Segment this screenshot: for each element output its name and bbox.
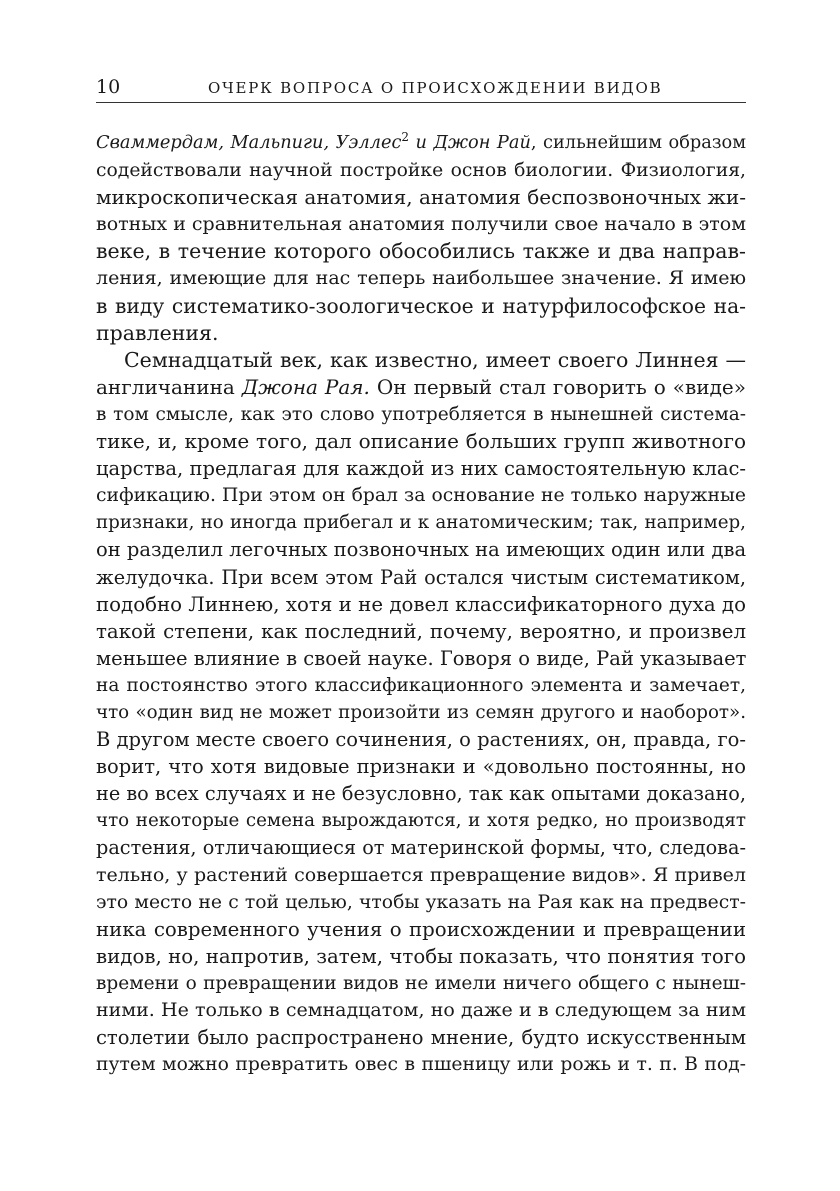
text-line: вотных и сравнительная анатомия получили свое начало в этом: [96, 213, 746, 236]
text-line: на постоянство этого классификационного элемента и замечает,: [96, 674, 746, 696]
text-line: ворит, что хотя видовые признаки и «довольно постоянны, но: [96, 755, 746, 779]
text-line: ника современного учения о происхождении и превращении: [96, 917, 746, 941]
text-line: В другом месте своего сочинения, о растениях, он, правда, го-: [96, 728, 746, 752]
text-line: микроскопическая анатомия, анатомия беспозвоночных жи-: [96, 185, 746, 210]
text-line: [96, 374, 746, 401]
text-line: это место не с той целью, чтобы указать на Рая как на предвест-: [96, 891, 746, 913]
text-line: ления, имеющие для нас теперь наибольшее значение. Я имею: [96, 267, 746, 290]
text-line: времени о превращении видов не имели ничего общего с нынеш-: [96, 972, 746, 994]
text-line: желудочка. При всем этом Рай остался чистым систематиком,: [96, 565, 746, 589]
footnote-marker: 2: [401, 130, 410, 144]
body-text: [96, 130, 746, 1078]
text-line: он разделил легочных позвоночных на имеющих один или два: [96, 538, 746, 562]
line-remainder: Он первый стал говорить о «виде»: [369, 374, 746, 399]
text-line: что некоторые семена вырождаются, и хотя редко, но производят: [96, 810, 746, 832]
text-line: путем можно превратить овес в пшеницу или рожь и т. п. В под-: [96, 1054, 746, 1076]
running-header: [96, 76, 746, 103]
text-line: не во всех случаях и не безусловно, так как опытами доказано,: [96, 782, 746, 806]
text-line: в том смысле, как это слово употребляется в нынешней система-: [96, 403, 746, 425]
text-line: столетии было распространено мнение, будто искусственным: [96, 1026, 746, 1050]
running-title: ОЧЕРК ВОПРОСА О ПРОИСХОЖДЕНИИ ВИДОВ: [208, 79, 663, 97]
text-line: видов, но, напротив, затем, чтобы показать, что понятия того: [96, 944, 746, 968]
text-line: сификацию. При этом он брал за основание не только наружные: [96, 485, 746, 507]
text-line: в виду систематико-зоологическое и натурфилософское на-: [96, 293, 746, 318]
text-line: растения, отличающиеся от материнской формы, что, следова-: [96, 836, 746, 860]
italic-conjunction: и: [409, 133, 434, 153]
italic-name: Джона Рая.: [241, 374, 370, 399]
text-line: ними. Не только в семнадцатом, но даже и в следующем за ним: [96, 999, 746, 1021]
line-start: англичанина: [96, 374, 242, 399]
text-line: тике, и, кроме того, дал описание больших групп животного: [96, 429, 746, 454]
text-line: меньшее влияние в своей науке. Говоря о виде, Рай указывает: [96, 646, 746, 670]
text-line: признаки, но иногда прибегал и к анатомическим; так, например,: [96, 512, 746, 534]
text-line: [96, 130, 746, 157]
italic-name: Джон Рай: [433, 133, 531, 153]
text-line: веке, в течение которого обособились также и два направ-: [96, 239, 746, 264]
text-line: правления.: [96, 320, 219, 345]
text-line: царства, предлагая для каждой из них самостоятельную клас-: [96, 457, 746, 481]
text-line: что «один вид не может произойти из семян другого и наоборот».: [96, 701, 746, 723]
text-line: подобно Линнею, хотя и не довел классификаторного духа до: [96, 592, 746, 616]
line-remainder: , сильнейшим образом: [530, 133, 746, 153]
italic-names: Сваммердам, Мальпиги, Уэллес: [96, 133, 402, 153]
text-line: содействовали научной постройке основ биологии. Физиология,: [96, 160, 746, 182]
page-number: 10: [96, 76, 121, 98]
text-line: такой степени, как последний, почему, вероятно, и произвел: [96, 619, 746, 643]
text-line: тельно, у растений совершается превращение видов». Я привел: [96, 863, 746, 886]
paragraph-first-line: Семнадцатый век, как известно, имеет своего Линнея —: [124, 347, 746, 372]
